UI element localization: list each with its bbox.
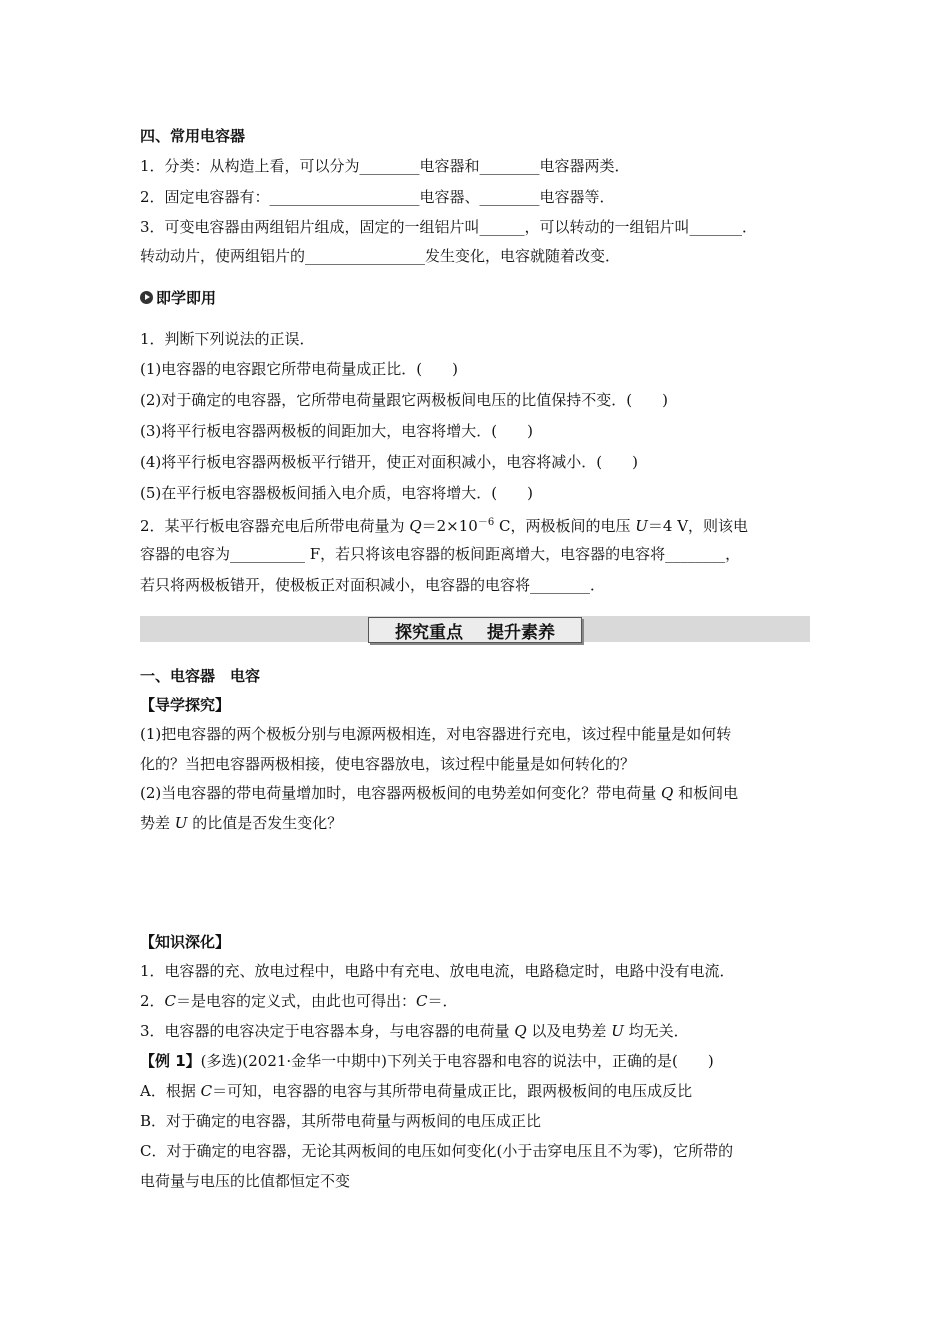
text-line [140, 513, 820, 536]
text-line: 2．固定电容器有：____________________电容器、________电容器等． [140, 188, 615, 206]
text-run: 以及电势差 [526, 1022, 612, 1040]
text-line: 转动动片，使两组铝片的________________发生变化，电容就随着改变． [140, 247, 621, 265]
text-run: ＝． [427, 992, 458, 1010]
text-run: 均无关． [623, 1022, 689, 1040]
option-c: C．对于确定的电容器，无论其两板间的电压如何变化(小于击穿电压且不为零)，它所带的 [140, 1142, 734, 1160]
text-line: (1)电容器的电容跟它所带电荷量成正比．( ) [140, 360, 458, 378]
quick-heading [140, 288, 820, 308]
option-a [140, 1081, 820, 1101]
text-run: 的比值是否发生变化？ [187, 814, 343, 832]
text-run: 3．电容器的电容决定于电容器本身，与电容器的电荷量 [140, 1022, 515, 1040]
banner-right-label: 提升素养 [487, 622, 555, 643]
text-line: (4)将平行板电容器两极板平行错开，使正对面积减小，电容将减小．( ) [140, 453, 638, 471]
variable: Q [661, 784, 674, 802]
part-heading: 一、电容器 电容 [140, 667, 261, 685]
variable: C [164, 992, 177, 1010]
text-line: (3)将平行板电容器两极板的间距加大，电容将增大．( ) [140, 422, 533, 440]
text-run: ＝4 V，则该电 [647, 517, 749, 535]
text-line [140, 1021, 820, 1041]
text-line: 1．分类：从构造上看，可以分为________电容器和________电容器两类． [140, 157, 630, 175]
banner-box [368, 617, 582, 643]
text-run: ＝可知，电容器的电容与其所带电荷量成正比，跟两极板间的电压成反比 [212, 1082, 693, 1100]
variable: Q [409, 517, 422, 535]
text-run: 2． [140, 992, 165, 1010]
text-line: (1)把电容器的两个极板分别与电源两极相连，对电容器进行充电，该过程中能量是如何转 [140, 725, 732, 743]
example-label: 【例 1】 [140, 1052, 201, 1070]
text-line: (5)在平行板电容器极板间插入电介质，电容将增大．( ) [140, 484, 533, 502]
text-line: 1．判断下列说法的正误． [140, 330, 315, 348]
play-circle-icon [140, 291, 153, 304]
section-banner [140, 616, 810, 642]
text-line [140, 783, 820, 803]
text-run: ＝是电容的定义式，由此也可得出： [176, 992, 417, 1010]
exponent: －6 [477, 517, 495, 528]
guide-heading: 【导学探究】 [140, 696, 231, 714]
text-line [140, 813, 820, 833]
text-run: A．根据 [140, 1082, 201, 1100]
text-line: 若只将两极板错开，使极板正对面积减小，电容器的电容将________． [140, 576, 606, 594]
variable: U [611, 1022, 624, 1040]
text-line: (2)对于确定的电容器，它所带电荷量跟它两极板间电压的比值保持不变．( ) [140, 391, 668, 409]
text-line: 容器的电容为__________ F，若只将该电容器的板间距离增大，电容器的电容将________， [140, 545, 741, 563]
section-heading: 四、常用电容器 [140, 127, 246, 145]
text-run: 和板间电 [673, 784, 739, 802]
text-line: 1．电容器的充、放电过程中，电路中有充电、放电电流，电路稳定时，电路中没有电流． [140, 962, 735, 980]
option-b: B．对于确定的电容器，其所带电荷量与两板间的电压成正比 [140, 1112, 542, 1130]
variable: C [200, 1082, 213, 1100]
variable: C [416, 992, 428, 1010]
text-run: ＝2×10 [421, 517, 478, 535]
text-line: 3．可变电容器由两组铝片组成，固定的一组铝片叫______，可以转动的一组铝片叫_______． [140, 218, 758, 236]
text-run: C，两极板间的电压 [494, 517, 636, 535]
deep-heading: 【知识深化】 [140, 933, 231, 951]
option-c-continued: 电荷量与电压的比值都恒定不变 [140, 1172, 351, 1190]
text-run: (2)当电容器的带电荷量增加时，电容器两极板间的电势差如何变化？带电荷量 [140, 784, 662, 802]
text-line [140, 991, 820, 1011]
example-line [140, 1051, 820, 1071]
variable: Q [514, 1022, 527, 1040]
text-line: 化的？当把电容器两极相接，使电容器放电，该过程中能量是如何转化的？ [140, 755, 636, 773]
quick-heading-label: 即学即用 [156, 289, 217, 307]
banner-left-label: 探究重点 [395, 622, 463, 643]
text-run: 势差 [140, 814, 175, 832]
variable: U [635, 517, 648, 535]
example-text: (多选)(2021·金华一中期中)下列关于电容器和电容的说法中，正确的是( ) [200, 1052, 714, 1070]
text-run: 2．某平行板电容器充电后所带电荷量为 [140, 517, 410, 535]
variable: U [174, 814, 188, 832]
